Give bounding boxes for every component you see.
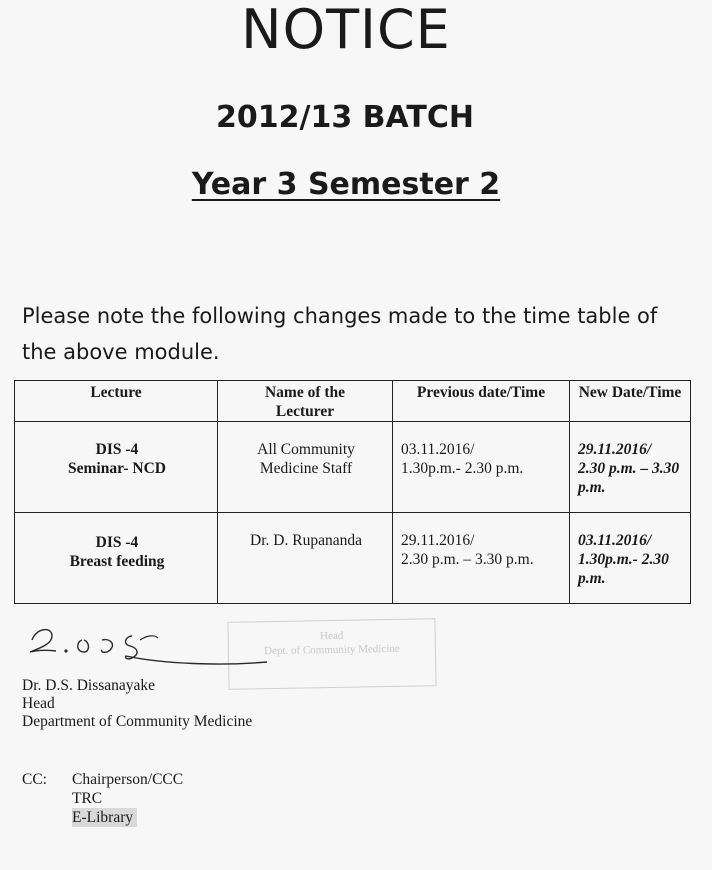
table-row (15, 513, 691, 604)
table-row (15, 422, 691, 513)
cell-lecturer: Dr. D. Rupananda (218, 513, 393, 604)
cc-recipients (72, 770, 183, 827)
handwritten-signature (22, 618, 282, 678)
cc-recipient: E-Library (72, 808, 137, 827)
header-previous-datetime: Previous date/Time (393, 381, 570, 422)
cell-new-datetime: 03.11.2016/ 1.30p.m.- 2.30 p.m. (570, 513, 691, 604)
batch-heading: 2012/13 BATCH (216, 100, 474, 135)
header-lecture: Lecture (15, 381, 218, 422)
intro-paragraph: Please note the following changes made to the time table of the above module. (22, 304, 658, 364)
cc-label: CC: (22, 771, 47, 788)
header-lecturer-name: Name of the Lecturer (218, 381, 393, 422)
header-new-datetime: New Date/Time (570, 381, 691, 422)
department-stamp: Head Dept. of Community Medicine (227, 618, 436, 690)
cell-previous-datetime: 03.11.2016/ 1.30p.m.- 2.30 p.m. (393, 422, 570, 513)
signer-department: Department of Community Medicine (22, 713, 253, 730)
cell-lecture: DIS -4 Seminar- NCD (15, 422, 218, 513)
signer-block (22, 677, 252, 731)
table-header-row (15, 381, 691, 422)
notice-title: NOTICE (241, 0, 451, 61)
cell-previous-datetime: 29.11.2016/ 2.30 p.m. – 3.30 p.m. (393, 513, 570, 604)
timetable-changes-table (14, 380, 691, 604)
cc-recipient: Chairperson/CCC (72, 771, 184, 788)
cc-recipient: TRC (72, 790, 103, 807)
cell-new-datetime: 29.11.2016/ 2.30 p.m. – 3.30 p.m. (570, 422, 691, 513)
signer-role: Head (22, 695, 55, 712)
cell-lecturer: All Community Medicine Staff (218, 422, 393, 513)
semester-heading: Year 3 Semester 2 (191, 167, 501, 202)
signer-name: Dr. D.S. Dissanayake (22, 677, 156, 694)
cell-lecture: DIS -4 Breast feeding (15, 513, 218, 604)
